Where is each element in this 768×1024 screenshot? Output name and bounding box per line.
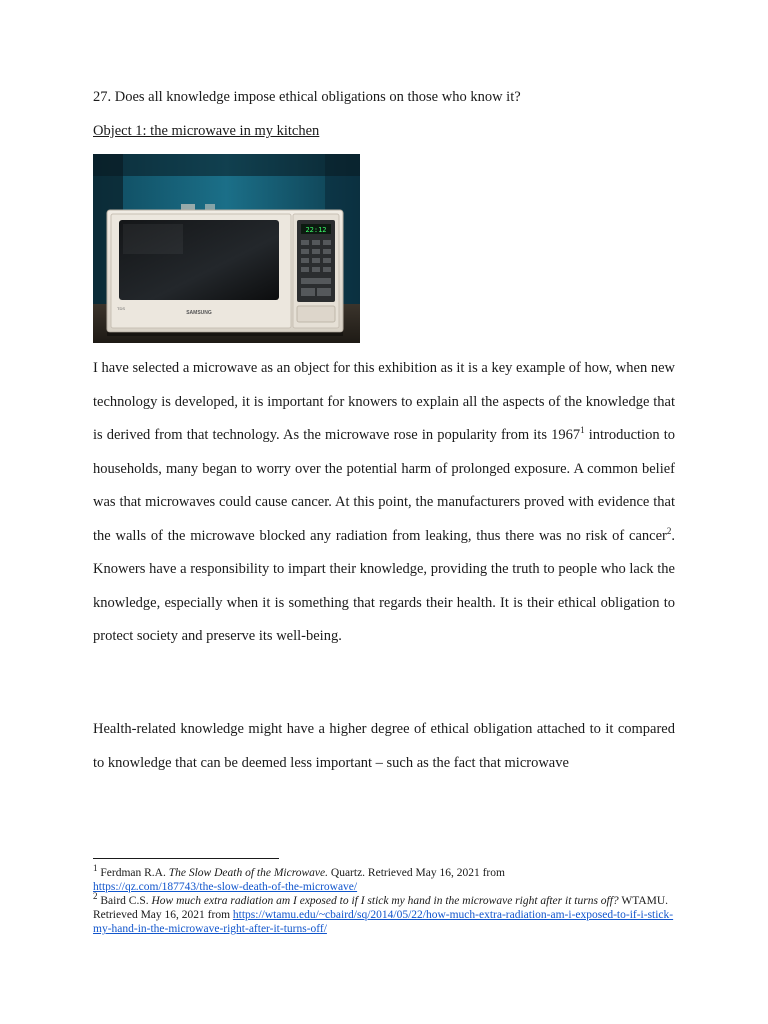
footnote-author: Ferdman R.A. (100, 867, 169, 879)
footnote-ref-1[interactable]: 1 (580, 425, 585, 436)
corner-badge: TDS (117, 306, 125, 311)
footnote-number: 1 (93, 863, 98, 874)
footnote-2 (93, 891, 675, 936)
footnote-1 (93, 863, 675, 894)
footnotes (93, 863, 675, 936)
paragraph-1-part-3: . Knowers have a responsibility to impart their knowledge, providing the truth to people who lack the knowledge, especially when it is something that regards their health. It is their ethical obligation to protect society and preserve its well-being. (93, 527, 675, 644)
paragraph-1-part-2: introduction to households, many began to worry over the potential harm of prolonged exposure. A common belief was that microwaves could cause cancer. At this point, the manufacturers proved with evidence that the walls of the microwave blocked any radiation from leaking, thus there was no risk of cancer (93, 427, 675, 544)
footnote-divider (93, 858, 279, 859)
paragraph-1 (93, 352, 675, 654)
footnote-source: WTAMU. Retrieved May 16, 2021 from (93, 895, 669, 921)
footnote-title: How much extra radiation am I exposed to if I stick my hand in the microwave right after it turns off? (151, 895, 619, 907)
microwave-photo (93, 154, 360, 343)
footnote-title: The Slow Death of the Microwave. (168, 867, 329, 879)
footnote-link[interactable]: https://qz.com/187743/the-slow-death-of-the-microwave/ (93, 881, 358, 893)
paragraph-1-part-1: I have selected a microwave as an object for this exhibition as it is a key example of how, when new technology is developed, it is important for knowers to explain all the aspects of the knowledge that is derived from that technology. As the microwave rose in popularity from its 1967 (93, 360, 675, 443)
footnote-number: 2 (93, 891, 98, 902)
paragraph-2: Health-related knowledge might have a higher degree of ethical obligation attached to it compared to knowledge that can be deemed less important – such as the fact that microwave (93, 721, 675, 771)
footnote-link[interactable]: https://wtamu.edu/~cbaird/sq/2014/05/22/how-much-extra-radiation-am-i-exposed-to-if-i-stick-my-hand-in-the-microwave-right-after-it-turns-off/ (93, 909, 674, 935)
object-title: Object 1: the microwave in my kitchen (93, 123, 320, 139)
footnote-author: Baird C.S. (100, 895, 152, 907)
footnote-source: Quartz. Retrieved May 16, 2021 from (328, 867, 505, 879)
microwave-photo-illustration (93, 154, 360, 343)
question-heading: 27. Does all knowledge impose ethical obligations on those who know it? (93, 89, 521, 105)
brand-label: SAMSUNG (186, 310, 212, 316)
display-time: 22:12 (305, 226, 327, 234)
footnote-ref-2[interactable]: 2 (666, 525, 672, 536)
